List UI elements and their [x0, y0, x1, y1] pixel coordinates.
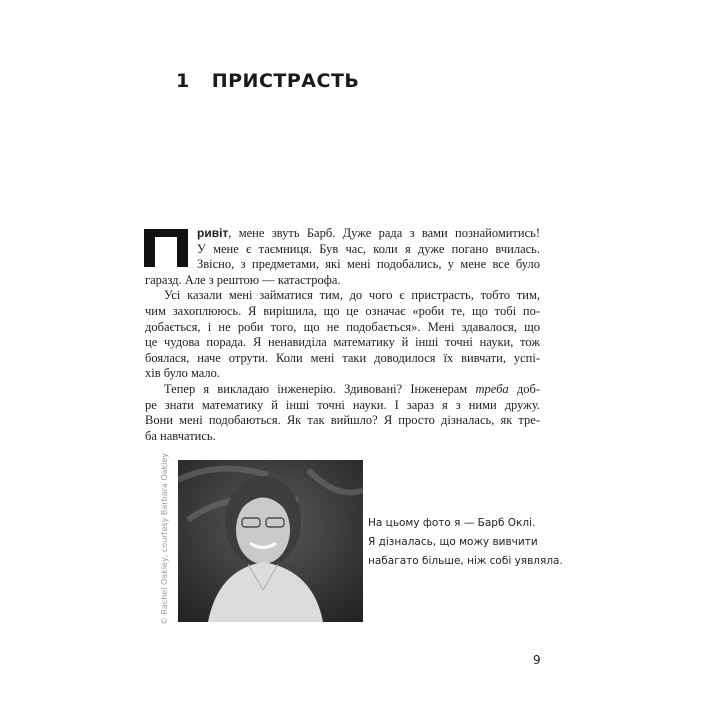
text-line: хів було мало.	[145, 366, 221, 381]
chapter-heading	[176, 70, 359, 92]
text-line: Вони мені подобаються. Як так вийшло? Я просто дізналась, як тре-	[145, 413, 540, 428]
text-line: гаразд. Але з рештою — катастрофа.	[145, 272, 341, 287]
bold-first-word: ривіт	[197, 226, 229, 240]
photo-caption	[368, 514, 563, 571]
text-line: Тепер я викладаю інженерію. Здивовані? Інженерам треба доб-	[164, 381, 540, 396]
text-line: ба навчатись.	[145, 428, 216, 443]
caption-line: набагато більше, ніж собі уявляла.	[368, 555, 563, 567]
photo-credit: © Rachel Oakley, courtesy Barbara Oakley	[160, 452, 169, 625]
text-line: ре знати математику й інші точні науки. І зараз я з ними дружу.	[145, 397, 540, 412]
page-number: 9	[533, 653, 541, 667]
author-photo	[178, 460, 363, 622]
text-line: ривіт, мене звуть Барб. Дуже рада з вами познайомитись!	[197, 226, 540, 240]
caption-line: На цьому фото я — Барб Оклі.	[368, 517, 536, 529]
chapter-number: 1	[176, 70, 190, 92]
text-line: Усі казали мені займатися тим, до чого є пристрасть, тобто тим,	[164, 288, 540, 303]
text-line: боялася, наче отрути. Коли мені таки доводилося їх вивчати, успі-	[145, 350, 540, 365]
text-line: Звісно, з предметами, які мені подобались, у мене все було	[197, 257, 540, 272]
chapter-title: ПРИСТРАСТЬ	[211, 70, 360, 92]
body-text	[145, 226, 540, 444]
text-line: добається, і не роби того, що не подобається». Мені здавалося, що	[145, 319, 540, 334]
text-line: це чудова порада. Я ненавиділа математику й інші точні науки, тож	[145, 335, 540, 350]
text-line: чим захоплююсь. Я вирішила, що це означає «роби те, що тобі по-	[145, 303, 540, 318]
text-line: У мене є таємниця. Був час, коли я дуже погано вчилась.	[197, 241, 540, 256]
italic-word: треба	[475, 381, 509, 396]
caption-line: Я дізналась, що можу вивчити	[368, 536, 538, 548]
